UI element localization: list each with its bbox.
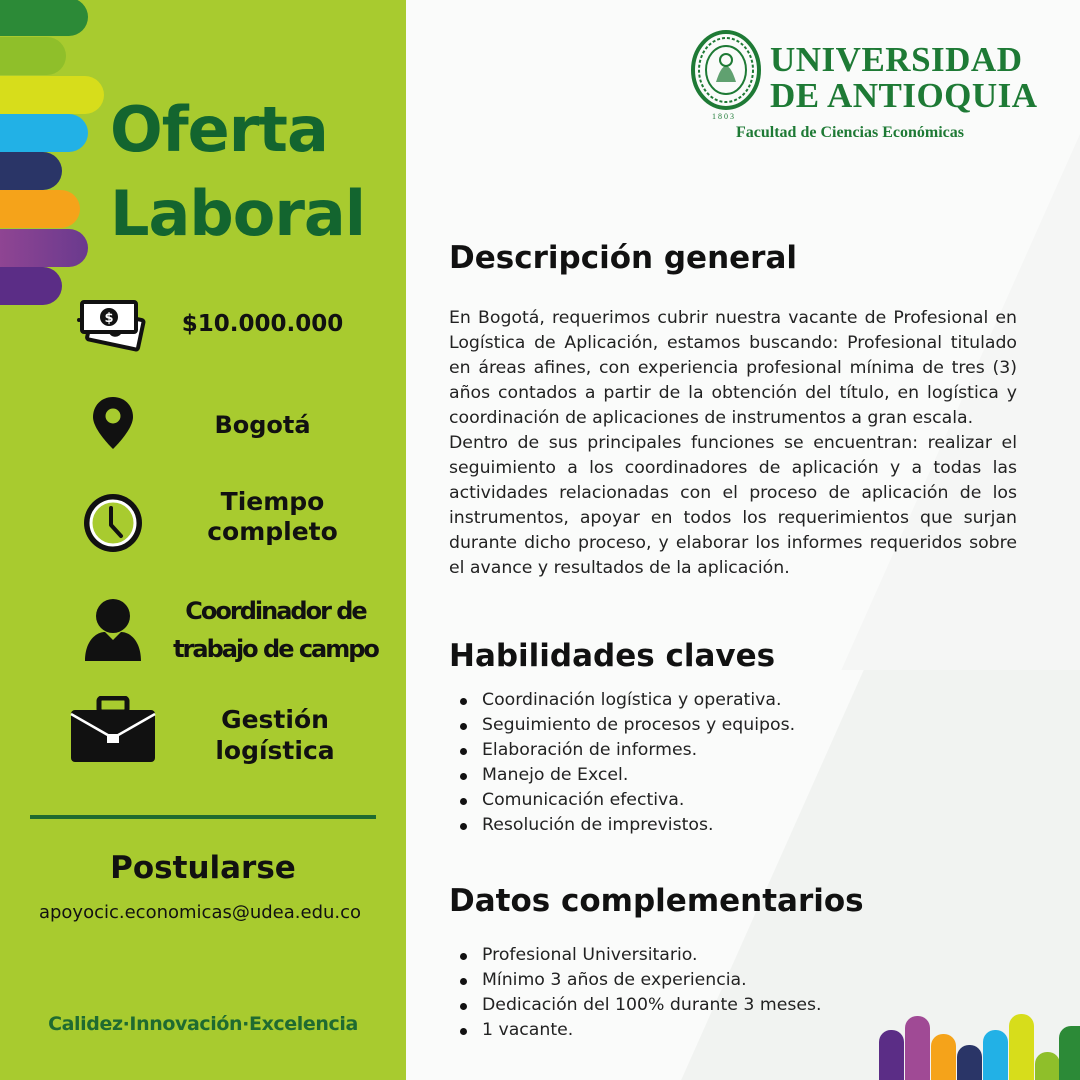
decor-bar (931, 1034, 956, 1080)
tagline: Calidez·Innovación·Excelencia (48, 1013, 358, 1035)
logo-year: 1803 (712, 112, 736, 121)
list-item: Manejo de Excel. (449, 763, 795, 788)
skills-heading: Habilidades claves (449, 638, 776, 674)
description-paragraph: En Bogotá, requerimos cubrir nuestra vacante de Profesional en Logística de Aplicación, estamos buscando: Profesional titulado en áreas afines, con experiencia profesional mínima de tres (3) años contados a partir de la obtención del título, en logística y coordinación de aplicaciones de instrumentos a gran escala. (449, 308, 1017, 428)
location-text: Bogotá (214, 411, 311, 439)
divider (30, 815, 376, 819)
decor-bar (983, 1030, 1008, 1080)
logo-title-line2: DE ANTIOQUIA (770, 76, 1038, 115)
decor-stripe-orange (0, 190, 80, 228)
area-text (170, 704, 380, 766)
decor-stripe-navy (0, 152, 62, 190)
schedule-text (170, 487, 375, 547)
hero-title (110, 88, 365, 256)
university-seal-icon (690, 30, 762, 116)
decor-bar (1059, 1026, 1080, 1080)
decor-stripe-blue (0, 114, 88, 152)
role-text (168, 592, 383, 668)
hero-title-line1: Oferta (110, 93, 328, 166)
decor-bar (879, 1030, 904, 1080)
role-text-line1: Coordinador de (185, 597, 366, 625)
left-panel (0, 0, 406, 1080)
description-paragraph: Dentro de sus principales funciones se encuentran: realizar el seguimiento a los coordinadores de aplicación y a todas las actividades relacionadas con el proceso de aplicación de los instrumentos, apoyar en todos los requerimientos que surjan durante dicho proceso, y elaborar los informes requeridos sobre el avance y resultados de la aplicación. (449, 433, 1017, 578)
decor-stripe-lightgreen (0, 37, 66, 75)
money-icon (76, 296, 148, 360)
decor-bar (905, 1016, 930, 1080)
list-item: Elaboración de informes. (449, 738, 795, 763)
extra-heading: Datos complementarios (449, 883, 864, 919)
area-text-line1: Gestión (221, 705, 329, 734)
list-item: Dedicación del 100% durante 3 meses. (449, 993, 821, 1018)
person-icon (84, 597, 142, 667)
schedule-text-line1: Tiempo (220, 487, 325, 516)
role-text-line2: trabajo de campo (173, 635, 378, 663)
decor-bar (1035, 1052, 1060, 1080)
decor-stripe-green (0, 0, 88, 36)
hero-title-line2: Laboral (110, 177, 365, 250)
apply-email-link[interactable]: apoyocic.economicas@udea.edu.co (38, 902, 362, 923)
list-item: Resolución de imprevistos. (449, 813, 795, 838)
list-item: Coordinación logística y operativa. (449, 688, 795, 713)
briefcase-icon (69, 696, 157, 768)
logo-title-line1: UNIVERSIDAD (770, 40, 1023, 79)
logo-faculty: Facultad de Ciencias Económicas (736, 124, 964, 141)
location-pin-icon (90, 395, 136, 455)
decor-bar (1009, 1014, 1034, 1080)
schedule-text-line2: completo (207, 517, 338, 546)
list-item: 1 vacante. (449, 1018, 821, 1043)
description-body (449, 306, 1017, 581)
apply-title: Postularse (110, 850, 296, 886)
list-item: Mínimo 3 años de experiencia. (449, 968, 821, 993)
decor-stripe-purple (0, 267, 62, 305)
decor-bar (957, 1045, 982, 1080)
clock-icon (80, 490, 146, 560)
extra-list (449, 943, 821, 1043)
salary-text: $10.000.000 (181, 311, 344, 337)
list-item: Comunicación efectiva. (449, 788, 795, 813)
area-text-line2: logística (215, 736, 335, 765)
decor-stripe-yellow (0, 76, 104, 114)
svg-text:$: $ (104, 311, 114, 326)
skills-list (449, 688, 795, 838)
list-item: Seguimiento de procesos y equipos. (449, 713, 795, 738)
decor-stripe-magenta (0, 229, 88, 267)
list-item: Profesional Universitario. (449, 943, 821, 968)
description-heading: Descripción general (449, 240, 797, 276)
